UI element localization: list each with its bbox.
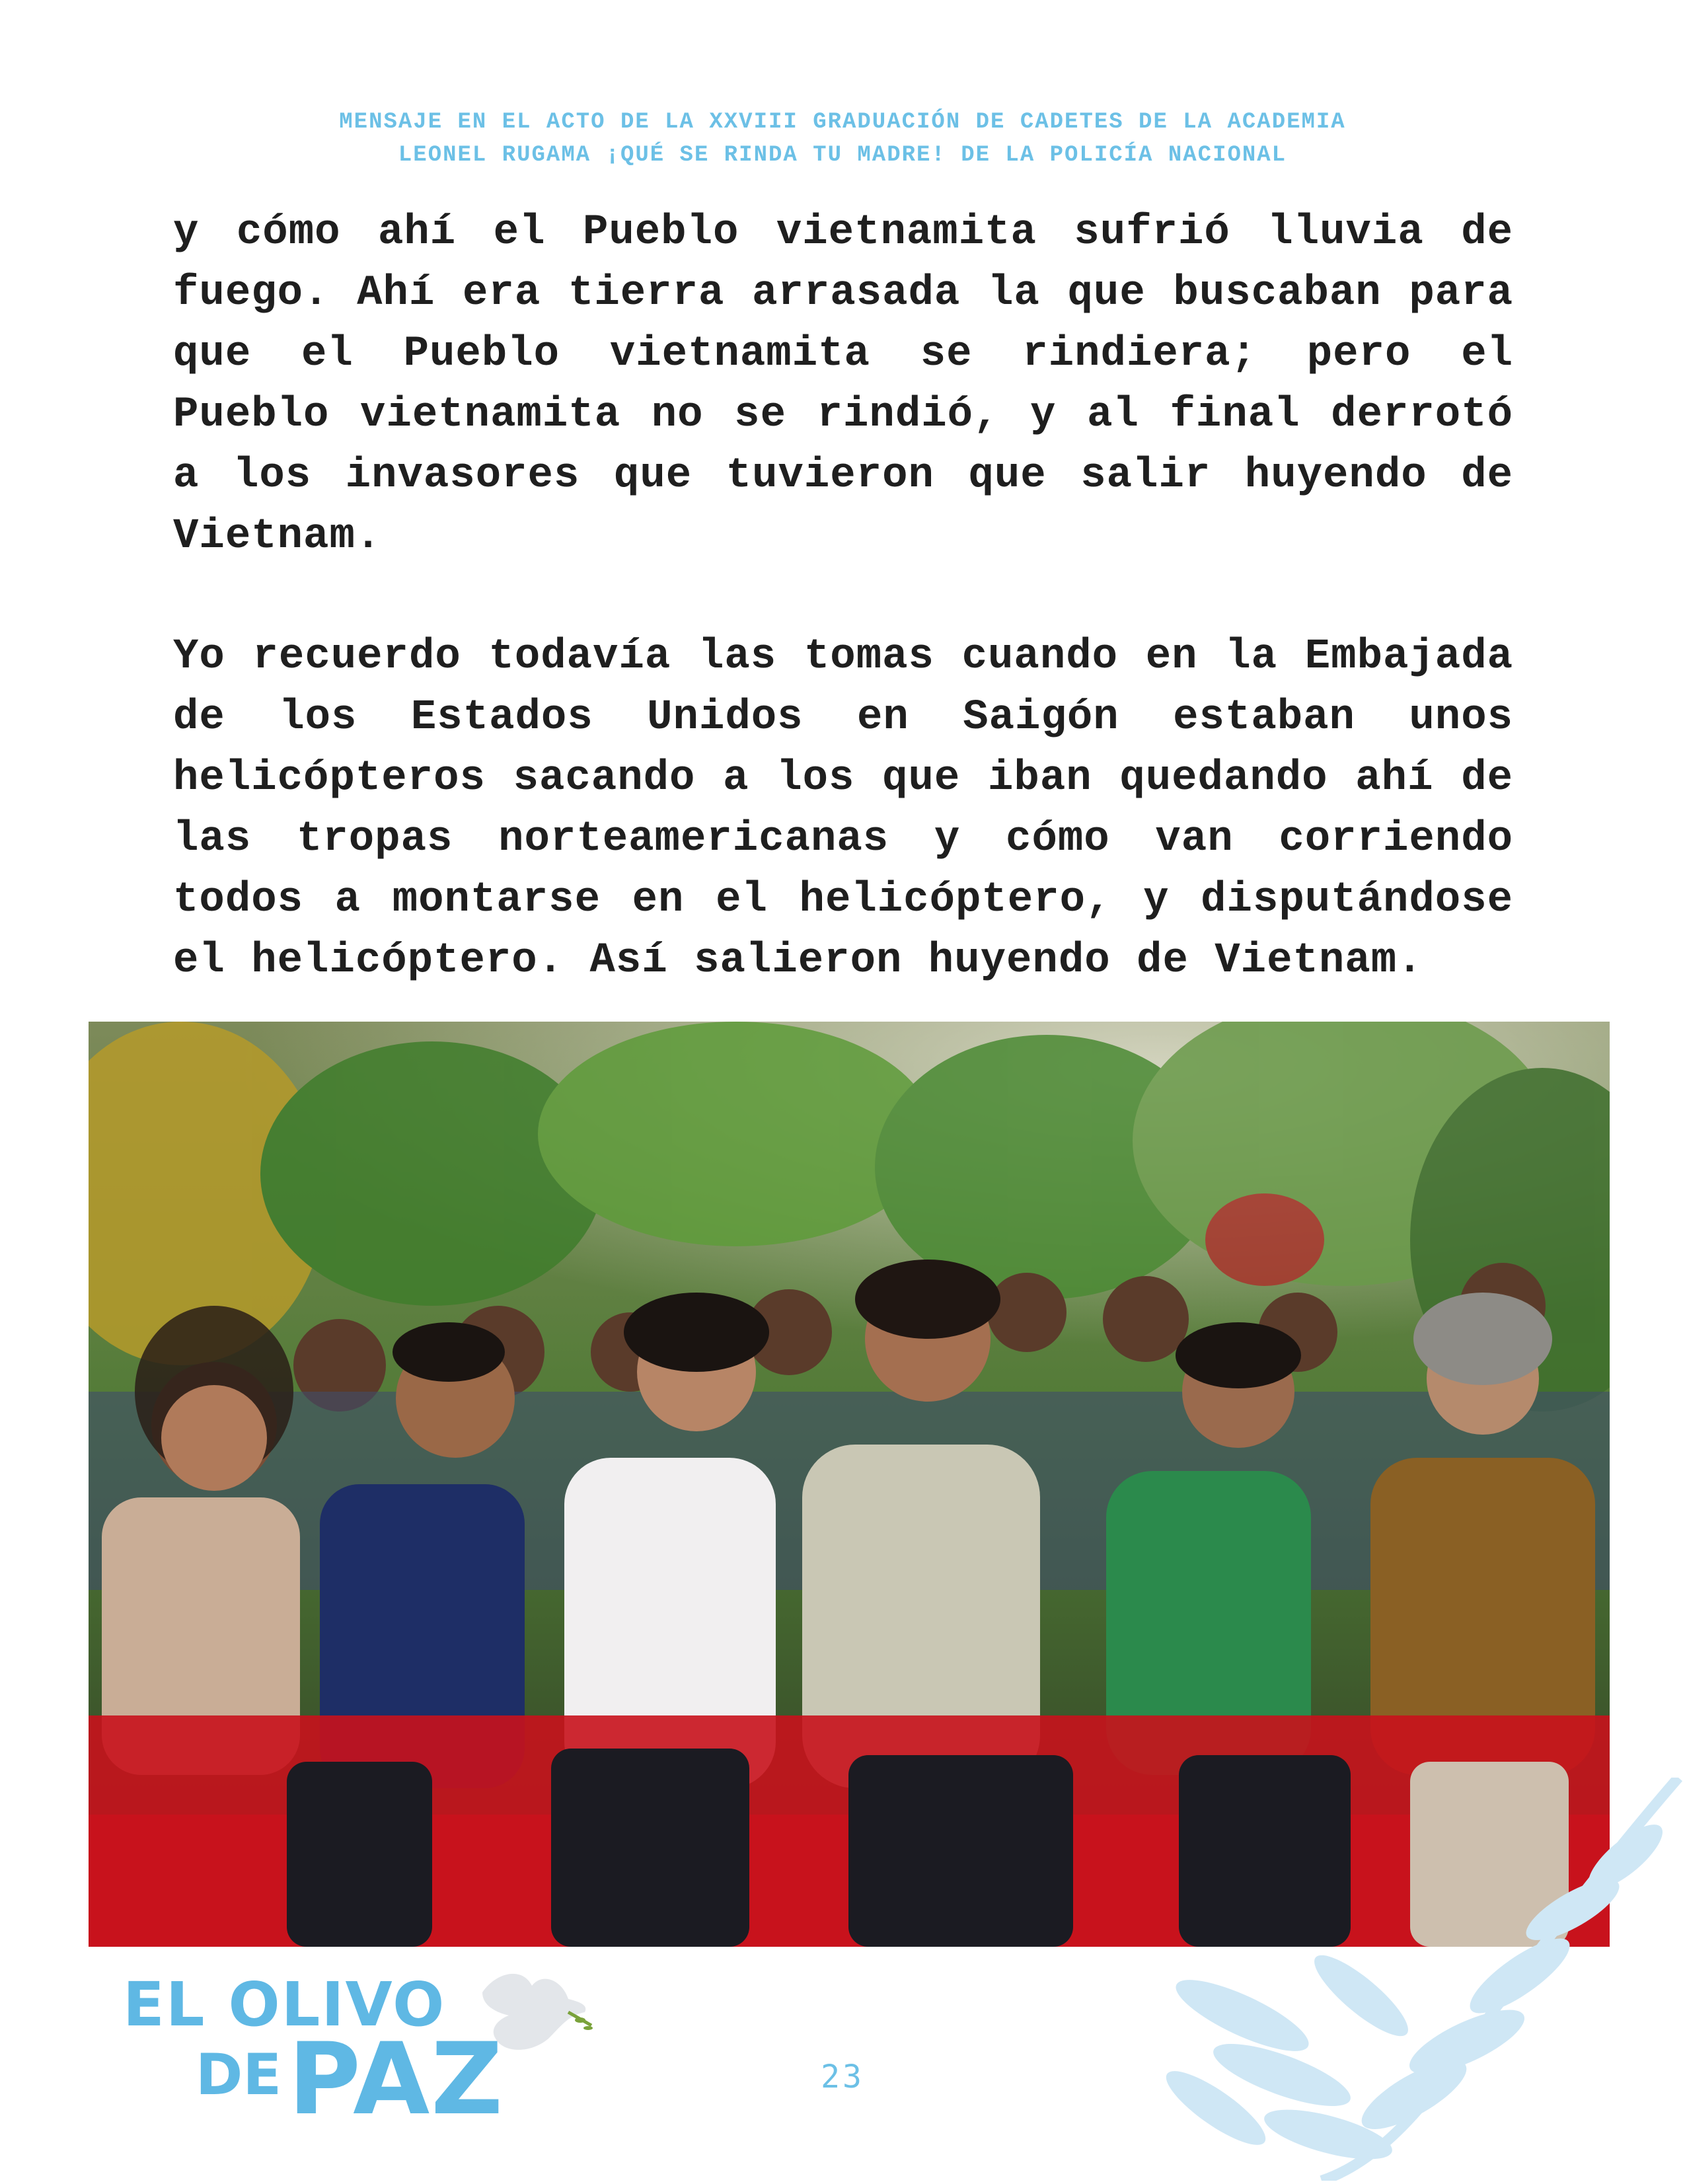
body-paragraph-2: Yo recuerdo todavía las tomas cuando en la Embajada de los Estados Unidos en Saigón estaban unos helicópteros sacando a los que iban quedando ahí de las tropas norteamericanas y cómo van corriendo todos a montarse en el helicóptero, y disputándose el helicóptero. Así salieron huyendo de Vietnam.: [173, 633, 1513, 985]
dove-icon: [469, 1966, 595, 2068]
page-number: 23: [821, 2058, 864, 2095]
logo-line-1: EL OLIVO: [123, 1969, 446, 2040]
running-header: [0, 106, 1685, 172]
olive-branch-icon: [1163, 1778, 1685, 2184]
body-paragraph-1: y cómo ahí el Pueblo vietnamita sufrió lluvia de fuego. Ahí era tierra arrasada la que buscaban para que el Pueblo vietnamita se rindiera; pero el Pueblo vietnamita no se rindió, y al final derrotó a los invasores que tuvieron que salir huyendo de Vietnam.: [173, 209, 1513, 560]
header-line-1: MENSAJE EN EL ACTO DE LA XXVIII GRADUACIÓN DE CADETES DE LA ACADEMIA: [339, 110, 1346, 135]
logo-line-2b: PAZ: [288, 2022, 505, 2137]
header-line-2: LEONEL RUGAMA ¡QUÉ SE RINDA TU MADRE! DE LA POLICÍA NACIONAL: [398, 143, 1287, 168]
logo-line-2a: DE: [196, 2042, 282, 2108]
